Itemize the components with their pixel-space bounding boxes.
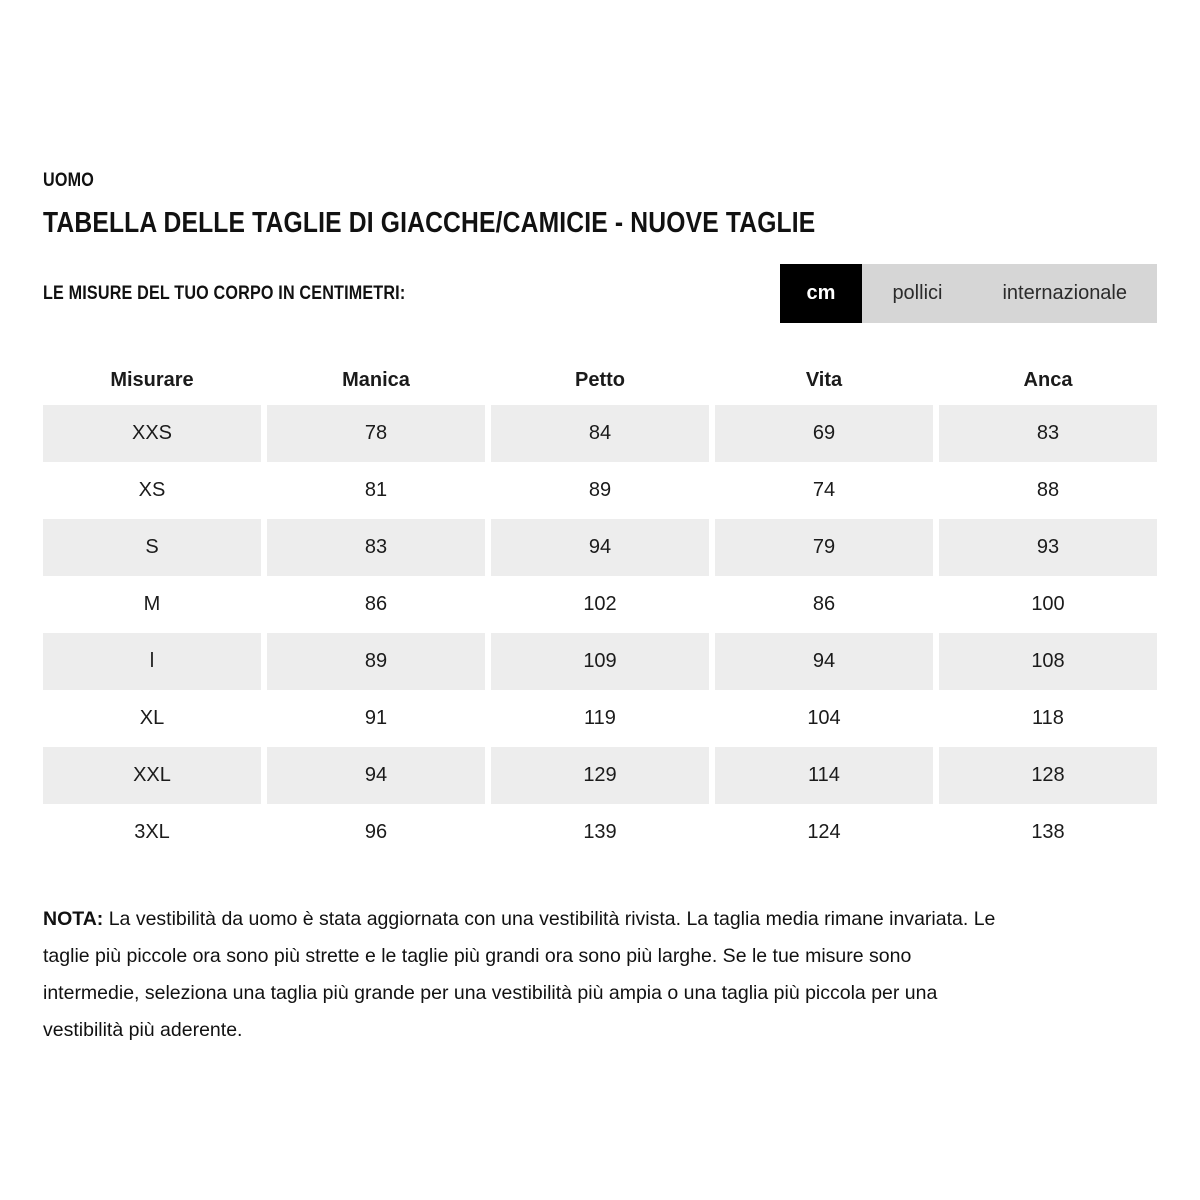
table-row bbox=[43, 576, 1157, 633]
size-label-cell: XXL bbox=[43, 747, 261, 804]
note-label: NOTA: bbox=[43, 908, 104, 930]
unit-toggle-option-internazionale[interactable]: internazionale bbox=[972, 264, 1157, 323]
measurement-cell: 118 bbox=[1032, 707, 1064, 729]
measurement-cell: 93 bbox=[939, 519, 1157, 576]
measurement-cell: 74 bbox=[812, 479, 836, 501]
category-label: UOMO bbox=[43, 170, 94, 191]
size-table bbox=[43, 355, 1157, 861]
size-label-cell: M bbox=[143, 593, 161, 615]
measurement-cell: 96 bbox=[364, 821, 388, 843]
body-measurements-subtitle: LE MISURE DEL TUO CORPO IN CENTIMETRI: bbox=[43, 282, 406, 304]
measurement-cell: 78 bbox=[267, 405, 485, 462]
measurement-cell: 89 bbox=[267, 633, 485, 690]
subtitle-and-unit-row bbox=[43, 264, 1157, 323]
table-row bbox=[43, 405, 1157, 462]
unit-toggle bbox=[780, 264, 1157, 323]
measurement-cell: 100 bbox=[1031, 593, 1065, 615]
column-header: Anca bbox=[1023, 368, 1073, 391]
measurement-cell: 94 bbox=[715, 633, 933, 690]
measurement-cell: 138 bbox=[1031, 821, 1065, 843]
size-label-cell: XXS bbox=[43, 405, 261, 462]
measurement-cell: 129 bbox=[491, 747, 709, 804]
measurement-cell: 83 bbox=[939, 405, 1157, 462]
size-label-cell: 3XL bbox=[134, 821, 170, 843]
size-table-body bbox=[43, 405, 1157, 861]
measurement-cell: 108 bbox=[939, 633, 1157, 690]
measurement-cell: 119 bbox=[584, 707, 616, 729]
measurement-cell: 89 bbox=[588, 479, 612, 501]
column-header: Petto bbox=[575, 368, 625, 391]
column-header: Manica bbox=[342, 368, 410, 391]
size-label-cell: XS bbox=[138, 479, 166, 501]
measurement-cell: 69 bbox=[715, 405, 933, 462]
measurement-cell: 94 bbox=[491, 519, 709, 576]
measurement-cell: 128 bbox=[939, 747, 1157, 804]
size-label-cell: S bbox=[43, 519, 261, 576]
table-row bbox=[43, 804, 1157, 861]
measurement-cell: 139 bbox=[583, 821, 617, 843]
measurement-cell: 79 bbox=[715, 519, 933, 576]
table-row bbox=[43, 747, 1157, 804]
measurement-cell: 104 bbox=[807, 707, 841, 729]
unit-toggle-option-cm[interactable]: cm bbox=[780, 264, 863, 323]
size-table-header-row bbox=[43, 355, 1157, 405]
measurement-cell: 86 bbox=[812, 593, 836, 615]
measurement-cell: 86 bbox=[364, 593, 388, 615]
measurement-cell: 114 bbox=[715, 747, 933, 804]
measurement-cell: 88 bbox=[1036, 479, 1060, 501]
note-text: La vestibilità da uomo è stata aggiornata con una vestibilità rivista. La taglia media rimane invariata. Le taglie più piccole ora sono più strette e le taglie più grandi ora sono più larghe. Se le tue misure sono intermedie, seleziona una taglia più grande per una vestibilità più ampia o una taglia più piccola per una vestibilità più aderente. bbox=[43, 908, 996, 1041]
unit-toggle-option-pollici[interactable]: pollici bbox=[862, 264, 972, 323]
measurement-cell: 102 bbox=[583, 593, 617, 615]
table-row bbox=[43, 519, 1157, 576]
measurement-cell: 83 bbox=[267, 519, 485, 576]
measurement-cell: 81 bbox=[364, 479, 388, 501]
size-label-cell: XL bbox=[139, 707, 165, 729]
measurement-cell: 124 bbox=[807, 821, 841, 843]
column-header: Misurare bbox=[110, 368, 194, 391]
table-row bbox=[43, 462, 1157, 519]
size-label-cell: l bbox=[43, 633, 261, 690]
page-title: TABELLA DELLE TAGLIE DI GIACCHE/CAMICIE - NUOVE TAGLIE bbox=[43, 207, 816, 239]
measurement-cell: 91 bbox=[364, 707, 388, 729]
measurement-cell: 109 bbox=[491, 633, 709, 690]
measurement-cell: 94 bbox=[267, 747, 485, 804]
column-header: Vita bbox=[805, 368, 843, 391]
table-row bbox=[43, 633, 1157, 690]
table-row bbox=[43, 690, 1157, 747]
fit-note bbox=[43, 901, 1008, 1049]
measurement-cell: 84 bbox=[491, 405, 709, 462]
